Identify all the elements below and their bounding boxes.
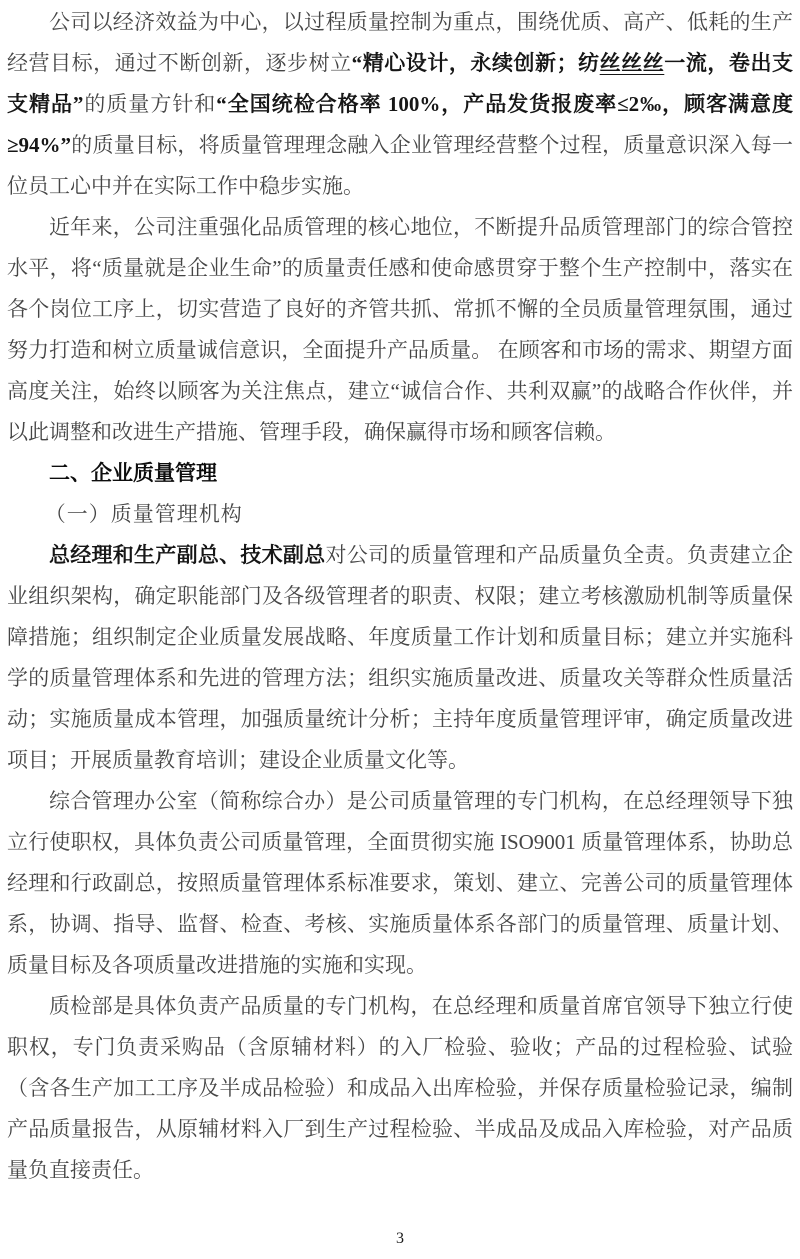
subsection-heading-quality-management-organization: （一）质量管理机构 bbox=[44, 502, 243, 526]
text-run-bold-quality-targets: “全国统检合格率 100%，产品发货报废率≤2‰，顾客满意度≥94%” bbox=[7, 92, 793, 157]
paragraph-quality-culture bbox=[7, 207, 793, 453]
text-run-bold-underlined: 丝丝丝 bbox=[599, 51, 665, 75]
text-run: 公司以经济效益为中心，以过程质量控制为重点，围绕优质、高产、低耗的生产经营目标，通过不断创新，逐步树立 bbox=[7, 10, 793, 75]
text-run: 近年来，公司注重强化品质管理的核心地位，不断提升品质管理部门的综合管控水平，将“质量就是企业生命”的质量责任感和使命感贯穿于整个生产控制中，落实在各个岗位工序上，切实营造了良好的齐管共抓、常抓不懈的全员质量管理氛围，通过努力打造和树立质量诚信意识，全面提升产品质量。 在顾客和市场的需求、期望方面高度关注，始终以顾客为关注焦点，建立“诚信合作、共利双赢”的战略合作伙伴，并以此调整和改进生产措施、管理手段，确保赢得市场和顾客信赖。 bbox=[7, 215, 793, 444]
text-run: 对公司的质量管理和产品质量负全责。负责建立企业组织架构，确定职能部门及各级管理者的职责、权限；建立考核激励机制等质量保障措施；组织制定企业质量发展战略、年度质量 bbox=[7, 543, 794, 649]
section-heading-enterprise-quality-management: 二、企业质量管理 bbox=[49, 462, 217, 485]
text-run: 的质量方针和 bbox=[83, 92, 217, 116]
paragraph-quality-policy bbox=[7, 2, 793, 207]
paragraph-general-office bbox=[7, 781, 793, 986]
paragraph-general-manager-responsibilities bbox=[7, 535, 793, 781]
text-run-altfont-work-plan: 工作计划 bbox=[453, 626, 539, 649]
text-run-bold-quality-motto-end: 一流，卷出支支精品” bbox=[7, 51, 794, 116]
text-run: 和质量目标；建立并实施科学的质量管理体系和先进的管理方法；组织实施质量改进、质量攻关等群众性质量活动；实施质量成本管理，加强质量统计分析；主持年度质量管理评审，确定质量改进项目；开展质量教育培训；建设企业质量文化等。 bbox=[7, 625, 793, 772]
text-run: 综合管理办公室（简称综合办）是公司质量管理的专门机构，在总经理领导下独立行使职权，具体负责公司质量管理，全面贯彻实施 ISO9001 质量管理体系，协助总经理和行政副总，按照质量管理体系标准要求，策划、建立、完善公司的质量管理体系，协调、指导、监督、检查、考核、实施质量体系各部门的质量管理、质量计划、质量目标及各项质量改进措施的实施和实现。 bbox=[7, 789, 793, 977]
page-number: 3 bbox=[396, 1230, 404, 1247]
text-run: 的质量目标，将质量管理理念融入企业管理经营整个过程，质量意识深入每一位员工心中并在实际工作中稳步实施。 bbox=[7, 133, 793, 198]
text-run: 质检部是具体负责产品质量的专门机构，在总经理和质量首席官领导下独立行使职权，专门负责采购品（含原辅材料）的入厂检验、验收；产品的过程检验、试验（含各生产加工工序及半成品检验）和成品入出库检验，并保存质量检验记录，编制产品质量报告，从原辅材料入厂到生产过程检验、半成品及成品入库检验，对产品质量负直接责任。 bbox=[7, 994, 793, 1182]
text-run-bold-quality-motto: “精心设计，永续创新；纺 bbox=[351, 51, 600, 75]
text-run-bold-executives: 总经理和生产副总、技术副总 bbox=[49, 543, 326, 567]
paragraph-quality-inspection-dept bbox=[7, 986, 793, 1191]
